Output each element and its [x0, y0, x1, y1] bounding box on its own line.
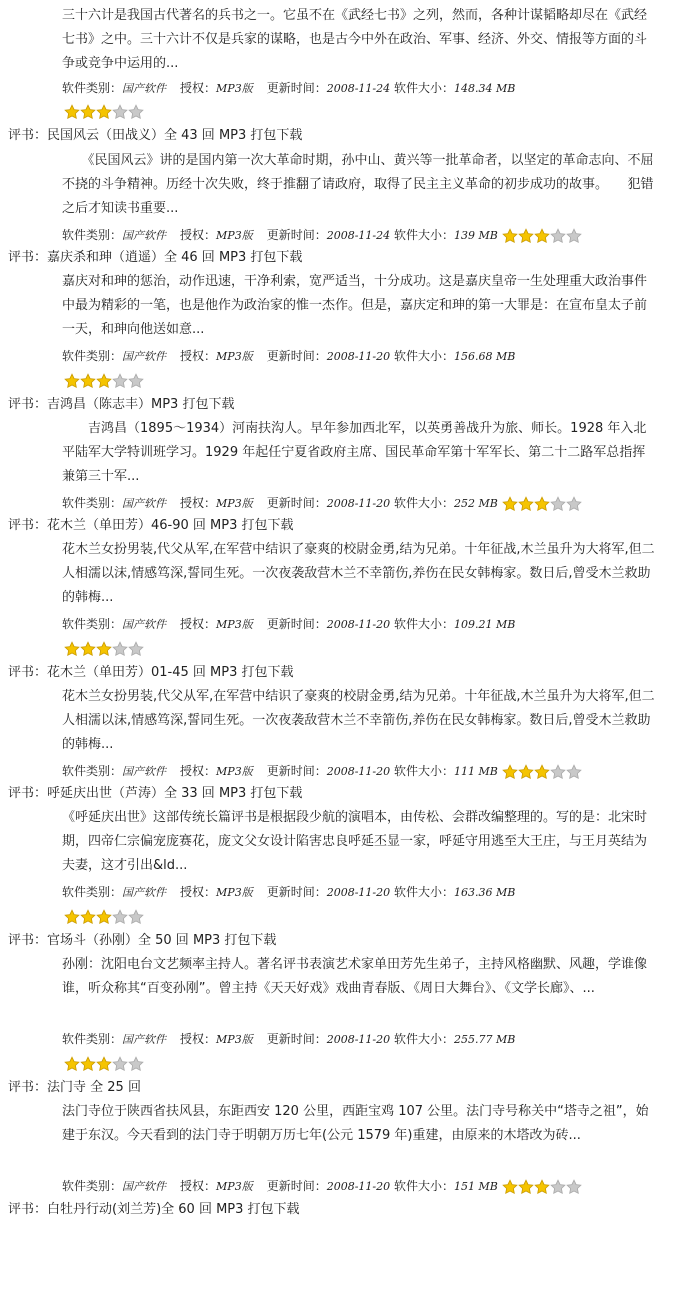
item-title-link[interactable]: 评书：花木兰（单田芳）01-45 回 MP3 打包下载	[8, 665, 294, 680]
star-empty-icon	[566, 764, 582, 780]
star-filled-icon	[80, 641, 96, 657]
star-filled-icon	[502, 228, 518, 244]
item-description: 吉鸿昌（1895～1934）河南扶沟人。早年参加西北军，以英勇善战升为旅、师长。1928 年入北平陆军大学特训班学习。1929 年起任宁夏省政府主席、国民革命军第十军军长、第二十二路军总指挥兼第三十军...	[62, 421, 647, 484]
item-license: MP3版	[216, 765, 253, 778]
item-description: 花木兰女扮男装,代父从军,在军营中结识了豪爽的校尉金勇,结为兄弟。十年征战,木兰虽升为大将军,但二人相濡以沫,情感笃深,誓同生死。一次夜袭敌营木兰不幸箭伤,养伤在民女韩梅家。数日后,曾受木兰救助的韩梅...	[62, 542, 655, 605]
star-filled-icon	[502, 496, 518, 512]
item-title-link[interactable]: 评书：官场斗（孙刚）全 50 回 MP3 打包下载	[8, 933, 277, 948]
item-description: 《民国风云》讲的是国内第一次大革命时期，孙中山、黄兴等一批革命者，以坚定的革命志向、不屈不挠的斗争精神。历经十次失败，终于推翻了请政府，取得了民主主义革命的初步成功的故事。 犯错之后才知读书重要...	[62, 153, 654, 216]
star-filled-icon	[80, 909, 96, 925]
item-title-link[interactable]: 评书：嘉庆杀和珅（逍遥）全 46 回 MP3 打包下载	[8, 250, 303, 265]
item-category: 国产软件	[122, 350, 167, 363]
item-size: 148.34 MB	[453, 82, 516, 95]
star-filled-icon	[96, 641, 112, 657]
star-filled-icon	[64, 373, 80, 389]
star-filled-icon	[534, 496, 550, 512]
item-size: 156.68 MB	[453, 350, 516, 363]
star-empty-icon	[550, 228, 566, 244]
star-filled-icon	[518, 496, 534, 512]
star-filled-icon	[96, 1056, 112, 1072]
star-filled-icon	[96, 373, 112, 389]
item-category: 国产软件	[122, 1180, 167, 1193]
item-updated: 2008-11-24	[326, 229, 391, 242]
star-filled-icon	[518, 1179, 534, 1195]
item-license: MP3版	[216, 350, 253, 363]
star-empty-icon	[550, 764, 566, 780]
item-description: 三十六计是我国古代著名的兵书之一。它虽不在《武经七书》之列，然而，各种计谋韬略却尽在《武经七书》之中。三十六计不仅是兵家的谋略，也是古今中外在政治、军事、经济、外交、情报等方面的斗争或竞争中运用的...	[62, 8, 648, 71]
item-updated: 2008-11-20	[326, 1180, 391, 1193]
star-filled-icon	[64, 909, 80, 925]
item-description: 法门寺位于陕西省扶风县，东距西安 120 公里，西距宝鸡 107 公里。法门寺号称关中“塔寺之祖”，始建于东汉。今天看到的法门寺于明朝万历七年(公元 1579 年)重建，由原来的木塔改为砖...	[62, 1104, 649, 1143]
rating-stars	[64, 1056, 144, 1072]
item-license: MP3版	[216, 886, 253, 899]
item-meta: 软件类别：国产软件 授权：MP3版 更新时间：2008-11-20 软件大小：252 MB	[62, 494, 582, 513]
star-empty-icon	[550, 496, 566, 512]
item-description: 花木兰女扮男装,代父从军,在军营中结识了豪爽的校尉金勇,结为兄弟。十年征战,木兰虽升为大将军,但二人相濡以沫,情感笃深,誓同生死。一次夜袭敌营木兰不幸箭伤,养伤在民女韩梅家。数日后,曾受木兰救助的韩梅...	[62, 689, 655, 752]
star-empty-icon	[128, 909, 144, 925]
item-updated: 2008-11-20	[326, 618, 391, 631]
star-filled-icon	[96, 909, 112, 925]
star-filled-icon	[518, 764, 534, 780]
rating-stars	[502, 228, 582, 244]
item-meta: 软件类别：国产软件 授权：MP3版 更新时间：2008-11-20 软件大小：163.36 MB	[62, 885, 516, 899]
star-empty-icon	[128, 1056, 144, 1072]
star-filled-icon	[518, 228, 534, 244]
rating-stars	[64, 909, 144, 925]
star-filled-icon	[502, 764, 518, 780]
item-license: MP3版	[216, 1033, 253, 1046]
item-description: 嘉庆对和珅的惩治，动作迅速，干净利索，宽严适当，十分成功。这是嘉庆皇帝一生处理重大政治事件中最为精彩的一笔，也是他作为政治家的惟一杰作。但是，嘉庆定和珅的第一大罪是：在宣布皇太子前一天，和珅向他送如意...	[62, 274, 648, 337]
item-meta: 软件类别：国产软件 授权：MP3版 更新时间：2008-11-24 软件大小：139 MB	[62, 226, 582, 245]
item-category: 国产软件	[122, 765, 167, 778]
item-meta: 软件类别：国产软件 授权：MP3版 更新时间：2008-11-20 软件大小：156.68 MB	[62, 349, 516, 363]
star-filled-icon	[64, 1056, 80, 1072]
rating-stars	[502, 764, 582, 780]
item-title-link[interactable]: 评书：花木兰（单田芳）46-90 回 MP3 打包下载	[8, 518, 294, 533]
item-license: MP3版	[216, 497, 253, 510]
star-empty-icon	[112, 641, 128, 657]
item-meta: 软件类别：国产软件 授权：MP3版 更新时间：2008-11-20 软件大小：111 MB	[62, 762, 582, 781]
rating-stars	[502, 496, 582, 512]
item-title-link[interactable]: 评书：法门寺 全 25 回	[8, 1080, 141, 1095]
rating-stars	[64, 104, 144, 120]
item-category: 国产软件	[122, 229, 167, 242]
star-filled-icon	[80, 373, 96, 389]
star-empty-icon	[566, 496, 582, 512]
item-category: 国产软件	[122, 618, 167, 631]
item-license: MP3版	[216, 82, 253, 95]
item-size: 111 MB	[453, 765, 498, 778]
star-empty-icon	[566, 228, 582, 244]
item-license: MP3版	[216, 618, 253, 631]
star-filled-icon	[80, 104, 96, 120]
rating-stars	[64, 641, 144, 657]
item-size: 109.21 MB	[453, 618, 516, 631]
star-empty-icon	[128, 641, 144, 657]
item-size: 255.77 MB	[453, 1033, 516, 1046]
item-category: 国产软件	[122, 82, 167, 95]
star-filled-icon	[64, 104, 80, 120]
item-size: 139 MB	[453, 229, 498, 242]
item-updated: 2008-11-20	[326, 350, 391, 363]
item-title-link[interactable]: 评书：吉鸿昌（陈志丰）MP3 打包下载	[8, 397, 235, 412]
item-size: 252 MB	[453, 497, 498, 510]
item-updated: 2008-11-20	[326, 765, 391, 778]
item-license: MP3版	[216, 229, 253, 242]
item-updated: 2008-11-24	[326, 82, 391, 95]
item-meta: 软件类别：国产软件 授权：MP3版 更新时间：2008-11-20 软件大小：151 MB	[62, 1177, 582, 1196]
star-empty-icon	[112, 1056, 128, 1072]
item-meta: 软件类别：国产软件 授权：MP3版 更新时间：2008-11-20 软件大小：109.21 MB	[62, 617, 516, 631]
rating-stars	[502, 1179, 582, 1195]
star-filled-icon	[534, 228, 550, 244]
item-category: 国产软件	[122, 497, 167, 510]
star-filled-icon	[96, 104, 112, 120]
star-filled-icon	[80, 1056, 96, 1072]
star-filled-icon	[64, 641, 80, 657]
item-meta: 软件类别：国产软件 授权：MP3版 更新时间：2008-11-24 软件大小：148.34 MB	[62, 81, 516, 95]
item-title-link[interactable]: 评书：民国风云（田战义）全 43 回 MP3 打包下载	[8, 128, 303, 143]
item-title-link[interactable]: 评书：呼延庆出世（芦涛）全 33 回 MP3 打包下载	[8, 786, 303, 801]
item-meta: 软件类别：国产软件 授权：MP3版 更新时间：2008-11-20 软件大小：255.77 MB	[62, 1032, 516, 1046]
item-category: 国产软件	[122, 886, 167, 899]
item-updated: 2008-11-20	[326, 1033, 391, 1046]
star-filled-icon	[502, 1179, 518, 1195]
item-updated: 2008-11-20	[326, 497, 391, 510]
rating-stars	[64, 373, 144, 389]
item-size: 151 MB	[453, 1180, 498, 1193]
item-description: 《呼延庆出世》这部传统长篇评书是根据段少航的演唱本，由传松、会群改编整理的。写的是：北宋时期，四帝仁宗偏宠庞赛花，庞文父女设计陷害忠良呼延丕显一家，呼延守用逃至大王庄，与王月英结为夫妻，这才引出&ld...	[62, 810, 648, 873]
star-empty-icon	[112, 373, 128, 389]
star-filled-icon	[534, 764, 550, 780]
item-license: MP3版	[216, 1180, 253, 1193]
item-category: 国产软件	[122, 1033, 167, 1046]
item-title-link[interactable]: 评书：白牡丹行动(刘兰芳)全 60 回 MP3 打包下载	[8, 1202, 300, 1217]
item-updated: 2008-11-20	[326, 886, 391, 899]
star-empty-icon	[112, 104, 128, 120]
item-size: 163.36 MB	[453, 886, 516, 899]
star-filled-icon	[534, 1179, 550, 1195]
item-description: 孙刚：沈阳电台文艺频率主持人。著名评书表演艺术家单田芳先生弟子，主持风格幽默、风趣，学谁像谁，听众称其“百变孙刚”。曾主持《天天好戏》戏曲青春版、《周日大舞台》、《文学长廊》、...	[62, 957, 648, 996]
star-empty-icon	[550, 1179, 566, 1195]
star-empty-icon	[112, 909, 128, 925]
star-empty-icon	[128, 373, 144, 389]
star-empty-icon	[128, 104, 144, 120]
star-empty-icon	[566, 1179, 582, 1195]
